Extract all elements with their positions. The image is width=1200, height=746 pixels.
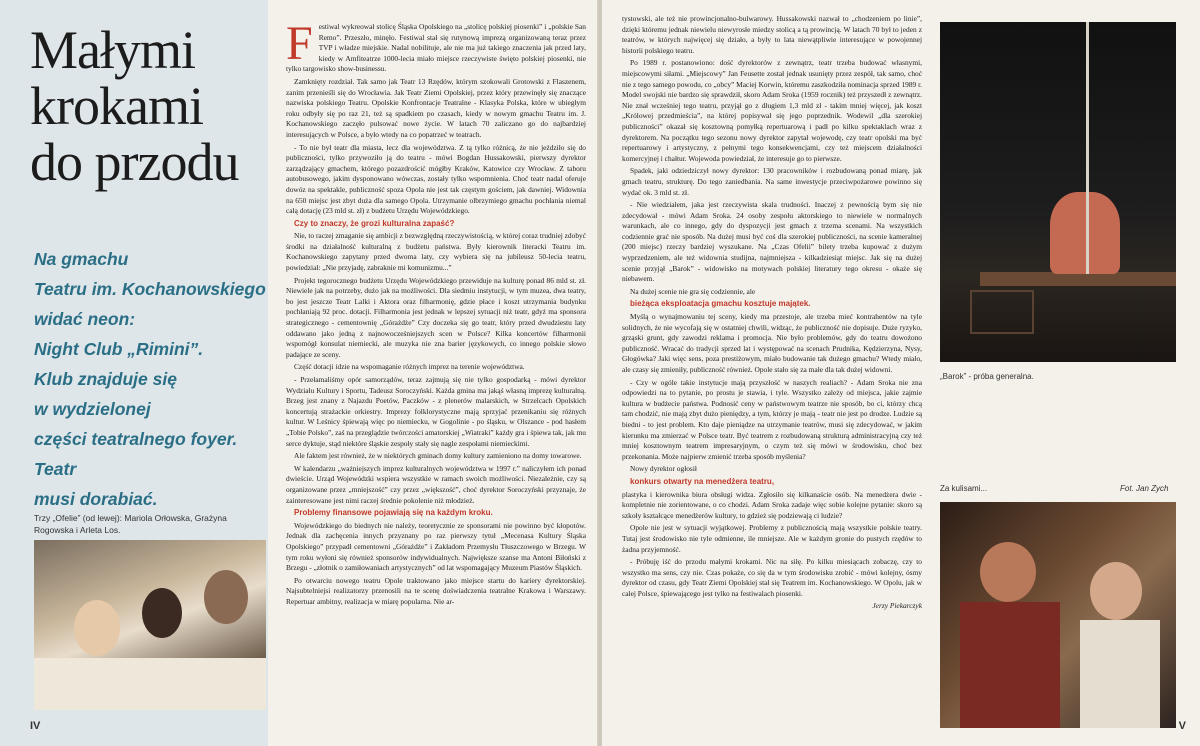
lead-text — [34, 244, 264, 514]
page-number: V — [1178, 720, 1186, 732]
lead-line: musi dorabiać. — [34, 489, 158, 509]
paragraph: - Czy w ogóle takie instytucje mają przyszłość w naszych realiach? - Adam Sroka nie zna odpowiedzi na to pytanie, po prostu je stawia, i tyle. Wszystko zależy od miejsca, jakie zajmie kultura w budżecie państwa. Podnosić ceny w państwowym teatrze nie sposób, bo ci, którzy chcą tam chodzić, nie mają zbyt dużo pieniędzy, a tym, którzy je mają - teatr nie jest po drodze. Ludzie są biedni - to jest problem. Kto daje pieniądze na utrzymanie teatrów, musi się zdecydować, w jakim kierunku ma zmierzać w Polsce teatr. Być teatrem z rozbudowaną strukturą administracyjną czy też mniej kosztownym teatrem impresaryjnym, o czym też się mówi w środowisku, choć bez przekonania. Może najpierw zmienić trzeba sposób myślenia? — [622, 377, 922, 461]
paragraph: Spadek, jaki odziedziczył nowy dyrektor: 130 pracowników i rozbudowaną ponad miarę, jak gmach teatru, strukturę. Do tego zaniedbania. Na same inwestycje przeciwpożarowe powinno się wydać ok. 3 mld st. zł. — [622, 166, 922, 197]
lead-line: Teatru im. Kochanowskiego — [34, 279, 266, 299]
subheading: Czy to znaczy, że grozi kulturalna zapaść? — [294, 218, 455, 228]
face-shape — [1090, 562, 1142, 620]
paragraph: - To nie był teatr dla miasta, lecz dla województwa. Z tą tylko różnicą, że nie jeździło się do publiczności, tylko przywoziło ją do teatru - mówi Bogdan Hussakowski, pierwszy dyrektor zarządzający gmachem, którego pozazdrościć mógłby Kraków, Katowice czy Wrocław. Z taboru autobusowego, jakim dysponowano wówczas, zostały tylko wspomnienia. Choć teatr nadal oferuje dowóz na spektakle, publiczność spoza Opola nie jest tak częstym gościem, jak dawniej. Widownia na 650 miejsc jest zbyt duża dla samego Opola. Utrzymanie olbrzymiego gmachu pochłania niemal całą dotację (23 mld st. zł) z budżetu Urzędu Wojewódzkiego. — [286, 142, 586, 216]
lead-line: widać neon: — [34, 309, 136, 329]
dress-shape — [34, 658, 266, 710]
face-shape — [74, 600, 120, 656]
paragraph: Część dotacji idzie na wspomaganie różnych imprez na terenie województwa. — [294, 362, 525, 372]
stage-floor — [980, 272, 1176, 286]
paragraph: plastyka i kierownika biura obsługi widza. Zgłosiło się kilkanaście osób. Na menedżera dwie - kompletnie nie zorientowane, o co chodzi. Adam Sroka zadaje więc sobie kolejne pytanie: skoro są szkoły kształcące menedżerów kultury, to gdzież się podziewają ci ludzie? — [622, 489, 922, 520]
headline-line: krokami — [30, 76, 203, 136]
photo-credit: Fot. Jan Zych — [1120, 484, 1169, 493]
paragraph: Po 1989 r. postanowiono: dość dyrektorów z zewnątrz, teatr trzeba budować własnymi, miejscowymi siłami. „Miejscowy” Jan Feusette został jednak usunięty przez zespół, tak samo, choć nie z tego samego powodu, co „obcy” Maciej Korwin, któremu zaszkodziła nominacja sprzed 1989 r. Model swojski nie bardzo się sprawdził, skoro Adam Sroka (1959 rocznik) też przyszedł z zewnątrz. Nie znał wcześniej tego teatru, przyjął go z długiem 1,3 mld zł - takim mniej więcej, jak koszt „Królowej przedmieścia”, na której popisywał się jego poprzednik. Wodewil „dla szerokiej publiczności” okazał się kosztowną pomyłką repertuarową i padł po kilku spektaklach wraz z dyrektorem. Na początku tego sezonu nowy dyrektor zapytał wojewodę, czy teatr opolski ma być repertuarowy i artystyczny, z pełnymi tego konsekwencjami, czy też miejscem działalności komercyjnej i chałtur. Wojewoda powiedział, że interesuje go to pierwsze. — [622, 58, 922, 163]
headline-line: Małymi — [30, 20, 195, 80]
paragraph: tystowski, ale też nie prowincjonalno-bulwarowy. Hussakowski nazwał to „chodzeniem po linie”, dzięki któremu jednak niewielu niewyrosłe miedzy stolicą a tą prowincją. W latach 70 był to jeden z teatrów, w których najwięcej się działo, a były to lata niewątpliwie interesujące w powojennej historii polskiego teatru. — [622, 14, 922, 55]
right-page — [602, 0, 1200, 746]
author-signature: Jerzy Piekarczyk — [872, 601, 922, 611]
paragraph: Na dużej scenie nie gra się codziennie, ale — [630, 286, 756, 296]
drop-cap: F — [286, 22, 313, 70]
page-number: IV — [30, 720, 41, 732]
photo-caption: Za kulisami... — [940, 484, 988, 493]
actor-figure — [1050, 192, 1120, 274]
paragraph: - Nie wiedziałem, jaka jest rzeczywista skala trudności. Inaczej z pewnością bym się nie zdecydował - mówi Adam Sroka. 24 osoby zespołu aktorskiego to niewiele w normalnych warunkach, ale co innego, gdy do dyspozycji jest gmach z trzema scenami. Na wszystkich codziennie grać nie sposób. Na dużej musi być coś dla szerokiej publiczności, na scenie kameralnej (200 miejsc) rzeczy bardziej wyszukane. Na „Czas Ofelii” bilety trzeba kupować z dużym wyprzedzeniem, ale też widownia studijna, najmniejsza - kilkadziesiąt miejsc. Jak się na dużej scenie przyjął „Barok” - widowisko na motywach polskiej literatury tego okresu - okaże się niebawem. — [622, 200, 922, 284]
photo-stage-rehearsal — [940, 22, 1176, 362]
lead-line: części teatralnego foyer. — [34, 429, 238, 449]
article-column-left — [286, 22, 586, 734]
paragraph: Projekt tegorocznego budżetu Urzędu Wojewódzkiego przewiduje na kulturę ponad 86 mld st. zł. Niewiele jak na potrzeby, dużo jak na możliwości. Dla siedmiu instytucji, w tym muzea, dwa teatry, bo jest jeszcze Teatr Lalki i Aktora oraz filharmonię, gdzie płace i koszt utrzymania budynku pochłaniają 92 proc. dotacji. Filharmonia jest jednak w lepszej sytuacji niż teatr, gdyż ma sponsora strategicznego - cementownię „Górażdże” Czy doczeka się go teatr, który przed dwudziestu laty oddawano jako jedną z najnowocześniejszych scen w Polsce? Kilka koncertów filharmonii wspomógł konsulat niemiecki, ale muzyka nie zna barier językowych, co innego polskie słowo padające ze sceny. — [286, 275, 586, 359]
paragraph: W kalendarzu „ważniejszych imprez kulturalnych województwa w 1997 r.” naliczyłem ich ponad dwieście. Urząd Wojewódzki wspiera wszystkie w ramach swoich możliwości. Niezależnie, czy są organizowane przez „mniejszość” czy przez „większość”, choć dyrektor Soroczyński przyznaje, że zainteresowane jest nimi raczej średnie pokolenie niż młodzież. — [286, 463, 586, 505]
lead-line: Klub znajduje się — [34, 369, 177, 389]
headline — [30, 22, 260, 190]
shirt-shape — [1080, 620, 1160, 728]
paragraph: - Próbuję iść do przodu małymi krokami. Nic na siłę. Po kilku miesiącach zobaczę, czy to wszystko ma sens, czy nie. Czas pokaże, co się da w tym środowisku zrobić - mówi kolejny, ósmy dyrektor od czasu, gdy Teatr Ziemi Opolskiej stał się Teatrem im. Kochanowskiego. W Opolu, jak w całej Polsce, śpiewającego jest tylko na festiwalach piosenki. — [622, 557, 922, 598]
lead-line: Night Club „Rimini”. — [34, 339, 204, 359]
lead-line: Na gmachu — [34, 249, 129, 269]
subheading: bieżąca eksploatacja gmachu kosztuje majątek. — [630, 299, 811, 309]
face-shape — [980, 542, 1036, 602]
paragraph: estiwal wykreował stolicę Śląska Opolskiego na „stolicę polskiej piosenki” i „polskie San Remo”. Przeszło, minęło. Festiwal stał się rutynową imprezą organizowaną teraz przez TVP i władze miejskie. Nadal nobilituje, ale nie ma już takiego znaczenia jak przed laty, kiedy w Amfiteatrze 1000-lecia miało miejsce rzeczywiste święto polskiej piosenki, nie tylko targowisko show-businessu. — [286, 22, 586, 74]
headline-line: do przodu — [30, 132, 239, 192]
lead-line: w wydzielonej — [34, 399, 151, 419]
paragraph: Opole nie jest w sytuacji wyjątkowej. Problemy z publicznością mają wszystkie polskie teatry. Tutaj jest środowisko nie tyle odmienne, ile mniejsze. Ale w każdym gronie do pustych rzędów to żadna przyjemność. — [622, 523, 922, 554]
paragraph: Ale faktem jest również, że w niektórych gminach domy kultury zamieniono na domy towarowe. — [294, 451, 582, 461]
lead-line: Teatr — [34, 459, 77, 479]
photo-backstage — [940, 502, 1176, 728]
paragraph: - Przełamaliśmy opór samorządów, teraz zajmują się nie tylko gospodarką - mówi dyrektor Wydziału Kultury i Sportu, Tadeusz Soroczyński. Każda gmina ma jakąś własną imprezę kulturalną. Brzeg jest znany z Najazdu Poetów, Paczków - z plenerów malarskich, w Strzelcach Opolskich koncertują strażackie orkiestry. Imprezy folklorystyczne mają sprzyjać przenikaniu się różnych kultur. W Leśnicy śpiewają więc po niemiecku, w Gogolinie - po śląsku, w Olszance - pod hasłem „Tobie Polsko”, zaś na przeglądzie twórczości amatorskiej „Wiatraki” każdy gra i śpiewa tak, jak mu serce dyktuje, stąd niektóre śląskie zespoły stały się nagle zespołami niemieckimi. — [286, 375, 586, 448]
subheading: Problemy finansowe pojawiają się na każdym kroku. — [294, 508, 493, 518]
photo-caption: „Barok” - próba generalna. — [940, 372, 1034, 381]
photo-three-ofelias — [34, 540, 266, 710]
costume-shape — [960, 602, 1060, 728]
chair-shape — [970, 290, 1034, 334]
paragraph: Zamknięty rozdział. Tak samo jak Teatr 13 Rzędów, którym szokowali Grotowski z Flaszenem, zanim przenieśli się do Wrocławia. Jak Teatr Ziemi Opolskiej, przez który przewinęły się znaczące nazwiska polskiego Teatru. Opolskie Konfrontacje Teatralne - Klasyka Polska, które w ubiegłym roku odbyły się po raz 21, też są spadkiem po czasach, kiedy w nowym gmachu Teatru im. J. Kochanowskiego zaczęło pulsować nowe życie. W latach 70 zaliczano go do najbardziej interesujących w Polsce, a było wtedy na co popatrzeć w teatrach. — [286, 76, 586, 139]
photo-caption: Trzy „Ofelie” (od lewej): Mariola Orłowska, Grażyna Rogowska i Arleta Los. — [34, 513, 227, 535]
left-page — [0, 0, 598, 746]
paragraph: Nie, to raczej zmaganie się ambicji z bezwzględną rzeczywistością, w której coraz trudniej zdobyć środki na działalność kulturalną z budżetu państwa. Były kierownik literacki Teatru im. Kochanowskiego zapytany przed dwoma laty, czy wybiera się na jubileusz 50-lecia teatru, powiedział: „Nie przyjadę, zabraknie mi komunizmu...” — [286, 231, 586, 273]
paragraph: Wojewódzkiego do biednych nie należy, teoretycznie ze sponsorami nie powinno być kłopotów. Jednak dla zachęcenia innych przyznany po raz pierwszy tytuł „Mecenasa Kultury Śląska Opolskiego” przypadł cementowni „Górażdże” i Zakładom Przemysłu Tłuszczowego w Brzegu. W tym roku wyłoni się również sponsorów indywidualnych. Największe szanse ma Antoni Biłoński z Brzegu - „złotnik o zamiłowaniach artystycznych” od lat wspomagający Muzeum Piastów Śląskich. — [286, 520, 586, 573]
pole-shape — [1086, 22, 1089, 274]
face-shape — [204, 570, 248, 624]
face-shape — [142, 588, 182, 638]
paragraph: Myślą o wynajmowaniu tej sceny, kiedy ma przestoje, ale trzeba mieć kontrahentów na tyle solidnych, że nie wycofają się w ostatniej chwili, widząc, że publiczność nie dopisuje. Duże ryzyko, grząski grunt, gdy zawodzi reklama i promocja. Nie było problemów, gdy do teatru dowożono publiczność. Wracać do tradycji sprzed lat i występować na scenach Prudnika, Kędzierzyna, Nysy, Głogówka? Jaki więc sens, poza prestiżowym, miało budowanie tak dużego gmachu? Wtedy miało, ale czasy się zmieniły, publiczność również. Opole stało się za małe dla tak dużej widowni. — [622, 312, 922, 374]
paragraph: Nowy dyrektor ogłosił — [630, 464, 697, 474]
article-column-right — [622, 14, 922, 726]
paragraph: Po otwarciu nowego teatru Opole traktowano jako miejsce startu do kariery dyrektorskiej. Najsubtelniejsi realizatorzy przenosili na te scenę doświadczenia teatralne Krakowa i Warszawy. Repertuar ambitny, realizacja w miarę popularna. Nie ar- — [286, 575, 586, 606]
subheading: konkurs otwarty na menedżera teatru, — [630, 476, 775, 486]
